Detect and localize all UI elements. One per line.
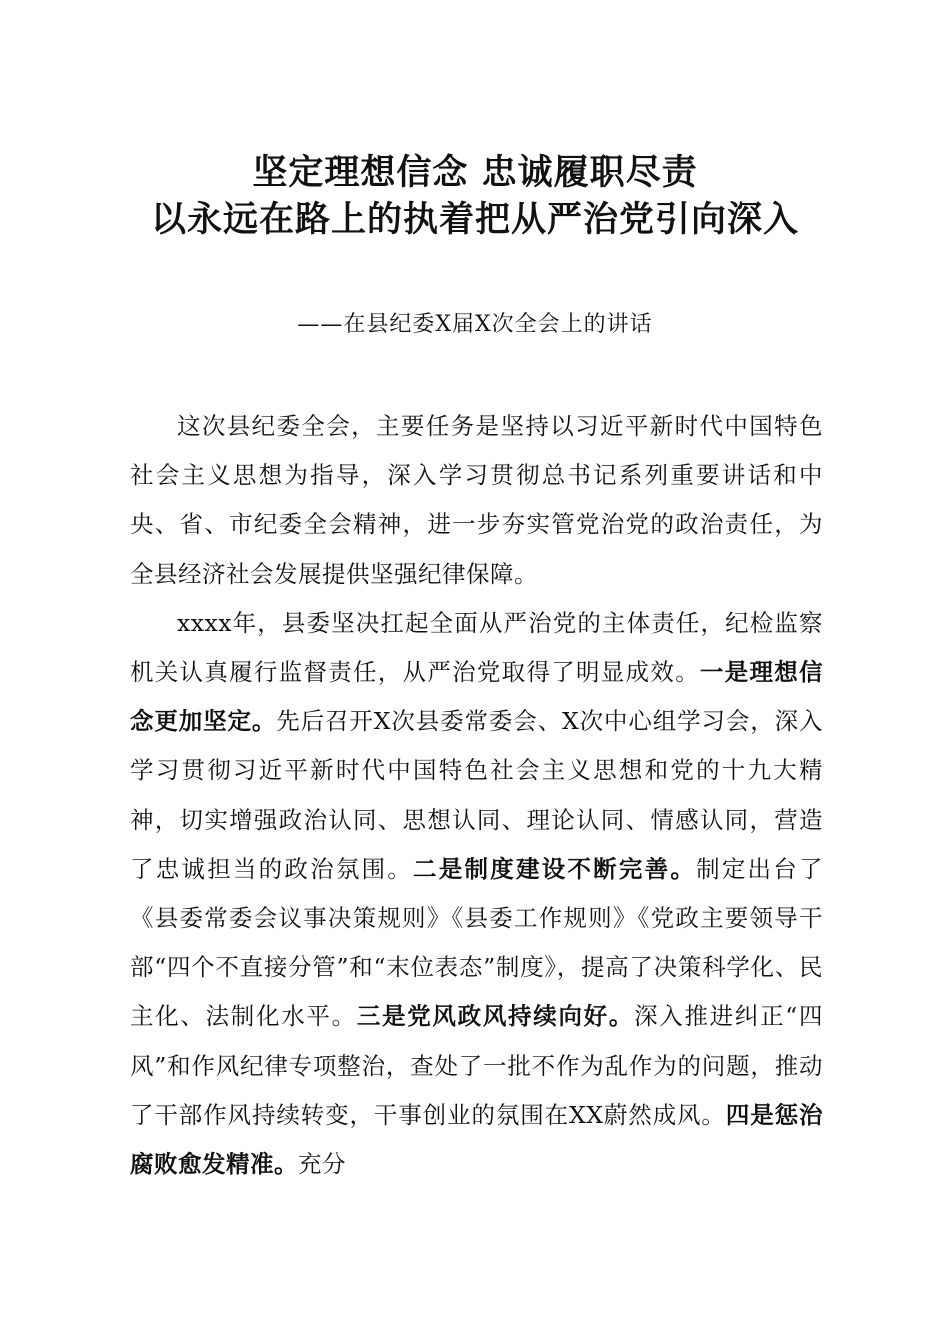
document-title-line-2: 以永远在路上的执着把从严治党引向深入 (150, 199, 799, 240)
point-2-text: 制定出台了《县委常委会议事决策规则》《县委工作规则》《党政主要领导干部“四个不直接分管”和“末位表态”制度》，提高了决策科学化、民主化、法制化水平。 (130, 854, 824, 1031)
point-3-text: 深入推进纠正“四风”和作风纪律专项整治，查处了一批不作为乱作为的问题，推动了干部作风持续转变，干事创业的氛围在XX蔚然成风。 (130, 1002, 823, 1129)
document-subtitle: ——在县纪委X届X次全会上的讲话 (297, 312, 653, 337)
paragraph-1: 这次县纪委全会，主要任务是坚持以习近平新时代中国特色社会主义思想为指导，深入学习贯彻总书记系列重要讲话和中央、省、市纪委全会精神，进一步夯实管党治党的政治责任，为全县经济社会发展提供坚强纪律保障。 (130, 412, 823, 588)
point-1-heading: 一是理想信念更加坚定。 (130, 658, 824, 736)
point-2-heading: 二是制度建设不断完善。 (413, 854, 697, 883)
paragraph-2-intro: xxxx年，县委坚决扛起全面从严治党的主体责任，纪检监察机关认真履行监督责任，从严治党取得了明显成效。 (130, 608, 823, 687)
document-body (130, 402, 823, 1189)
document-title-line-1: 坚定理想信念 忠诚履职尽责 (252, 152, 698, 193)
point-4-text: 充分 (298, 1150, 346, 1179)
point-4-heading: 四是惩治腐败愈发精准。 (130, 1100, 823, 1179)
point-1-text: 先后召开X次县委常委会、X次中心组学习会，深入学习贯彻习近平新时代中国特色社会主义思想和党的十九大精神，切实增强政治认同、思想认同、理论认同、情感认同，营造了忠诚担当的政治氛围。 (130, 707, 823, 883)
paragraph-2 (130, 599, 823, 1189)
point-3-heading: 三是党风政风持续向好。 (356, 1002, 635, 1031)
